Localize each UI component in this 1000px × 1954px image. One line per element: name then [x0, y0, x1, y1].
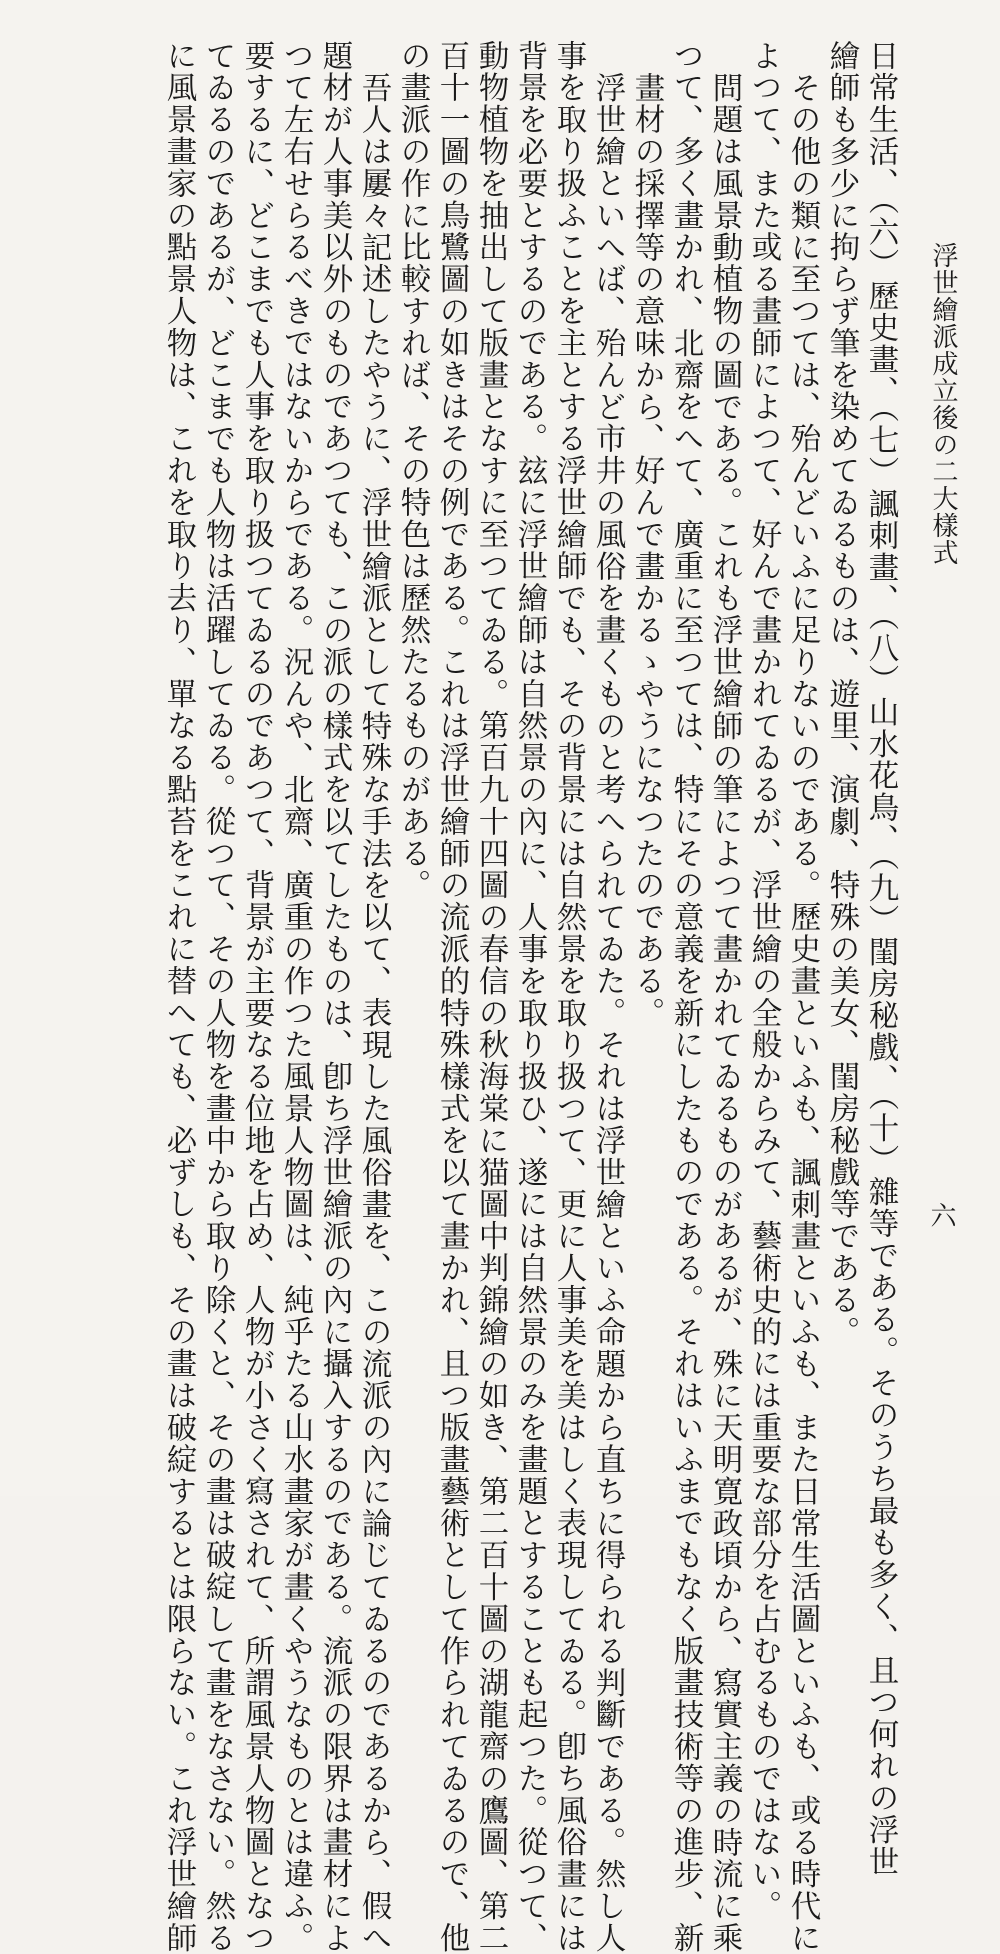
- text-line: 繪師も多少に拘らず筆を染めてゐるものは、遊里、演劇、特殊の美女、閨房秘戲等である。: [824, 40, 859, 1348]
- text-line: 吾人は屢々記述したやうに、浮世繪派として特殊な手法を以て、表現した風俗畫を、この流派の內に論じてゐるのであるから、假へ: [356, 72, 391, 1954]
- text-line: つて左右せらるべきではないからである。況んや、北齋、廣重の作つた風景人物圖は、純乎たる山水畫家が畫くやうなものとは違ふ。: [278, 40, 313, 1954]
- text-line: 背景を必要とするのである。玆に浮世繪師は自然景の內に、人事を取り扱ひ、遂には自然景のみを畫題とすることも起つた。從つて、: [512, 40, 547, 1954]
- text-line: 題材が人事美以外のものであつても、この派の樣式を以てしたものは、卽ち浮世繪派の內に攝入するのである。流派の限界は畫材によ: [317, 40, 352, 1954]
- text-line: 日常生活、（六）歷史畫、（七）諷刺畫、（八）山水花鳥、（九）閨房秘戲、（十）雜等である。そのうち最も多く、且つ何れの浮世: [863, 40, 898, 1878]
- text-line: てゐるのであるが、どこまでも人物は活躍してゐる。從つて、その人物を畫中から取り除くと、その畫は破綻して畫をなさない。然る: [200, 40, 235, 1954]
- text-line: の畫派の作に比較すれば、その特色は歷然たるものがある。: [395, 40, 430, 902]
- text-line: 事を取り扱ふことを主とする浮世繪師でも、その背景には自然景を取り扱つて、更に人事美を美はしく表現してゐる。卽ち風俗畫には: [551, 40, 586, 1954]
- text-line: 問題は風景動植物の圖である。これも浮世繪師の筆によつて畫かれてゐるものがあるが、殊に天明寛政頃から、寫實主義の時流に乘: [707, 72, 742, 1954]
- running-header-title: 浮世繪派成立後の二大樣式: [928, 242, 958, 566]
- text-line: 動物植物を抽出して版畫となすに至つてゐる。第百九十四圖の春信の秋海棠に猫圖中判錦繪の如き、第二百十圖の湖龍齋の鷹圖、第二: [473, 40, 508, 1954]
- page-number: 六: [926, 1202, 956, 1228]
- text-line: 畫材の採擇等の意味から、好んで畫かるゝやうになつたのである。: [629, 72, 664, 1029]
- text-line: つて、多く畫かれ、北齋をへて、廣重に至つては、特にその意義を新にしたものである。それはいふまでもなく版畫技術等の進步、新: [668, 40, 703, 1954]
- text-line: 百十一圖の鳥鷺圖の如きはその例である。これは浮世繪師の流派的特殊樣式を以て畫かれ、且つ版畫藝術として作られてゐるので、他: [434, 40, 469, 1954]
- text-line: 要するに、どこまでも人事を取り扱つてゐるのであつて、背景が主要なる位地を占め、人物が小さく寫されて、所謂風景人物圖となつ: [239, 40, 274, 1954]
- text-line: よつて、また或る畫師によつて、好んで畫かれてゐるが、浮世繪の全般からみて、藝術史的には重要な部分を占むるものではない。: [746, 40, 781, 1923]
- body-text-columns: [159, 40, 900, 1954]
- text-line: その他の類に至つては、殆んどいふに足りないのである。歷史畫といふも、諷刺畫といふも、また日常生活圖といふも、或る時代に: [785, 72, 820, 1954]
- text-line: 浮世繪といへば、殆んど市井の風俗を畫くものと考へられてゐた。それは浮世繪といふ命題から直ちに得られる判斷である。然し人: [590, 72, 625, 1954]
- text-line: に風景畫家の點景人物は、これを取り去り、單なる點苔をこれに替へても、必ずしも、その畫は破綻するとは限らない。これ浮世繪師: [161, 40, 196, 1954]
